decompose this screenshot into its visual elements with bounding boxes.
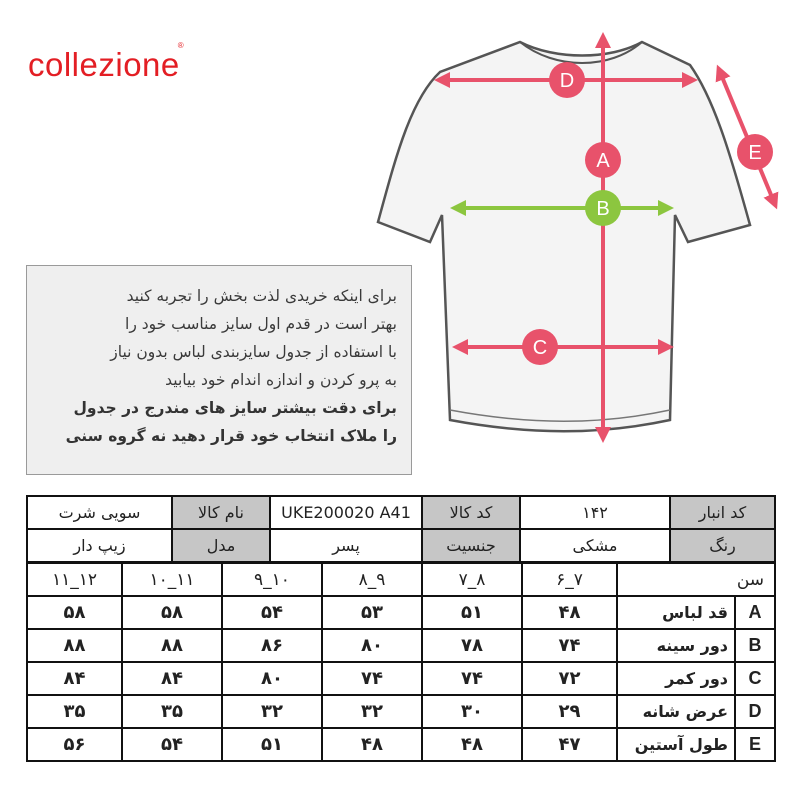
- label-e-text: E: [748, 142, 762, 164]
- age-label: سن: [617, 563, 775, 596]
- size-value: ۷۸: [422, 629, 522, 662]
- size-value: ۸۸: [122, 629, 222, 662]
- gender-value: پسر: [270, 529, 422, 562]
- brand-name: collezione: [28, 46, 180, 83]
- measure-name: طول آستین: [617, 728, 735, 761]
- product-name-label: نام کالا: [172, 496, 270, 529]
- size-value: ۸۴: [122, 662, 222, 695]
- size-value: ۲۹: [522, 695, 617, 728]
- product-code-value: UKE200020 A41: [270, 496, 422, 529]
- measure-name: دور سینه: [617, 629, 735, 662]
- size-value: ۵۱: [422, 596, 522, 629]
- size-value: ۵۱: [222, 728, 322, 761]
- measure-name: دور کمر: [617, 662, 735, 695]
- size-value: ۷۴: [522, 629, 617, 662]
- measure-letter: B: [735, 629, 775, 662]
- label-a: [585, 142, 621, 178]
- measure-letter: E: [735, 728, 775, 761]
- tshirt-diagram: [370, 30, 790, 450]
- measure-letter: A: [735, 596, 775, 629]
- size-value: ۷۲: [522, 662, 617, 695]
- product-specs-table: [26, 495, 776, 563]
- size-row-c: [27, 662, 775, 695]
- size-value: ۴۸: [522, 596, 617, 629]
- label-b-text: B: [596, 198, 610, 220]
- warehouse-code-label: کد انبار: [670, 496, 775, 529]
- measure-letter: C: [735, 662, 775, 695]
- size-value: ۳۰: [422, 695, 522, 728]
- age-range: ۷_۸: [422, 563, 522, 596]
- measure-letter: D: [735, 695, 775, 728]
- info-bold-line: برای دقت بیشتر سایز های مندرج در جدول: [73, 399, 397, 417]
- size-value: ۵۴: [222, 596, 322, 629]
- model-value: زیپ دار: [27, 529, 172, 562]
- label-e: [737, 134, 773, 170]
- age-range: ۸_۹: [322, 563, 422, 596]
- size-value: ۵۳: [322, 596, 422, 629]
- age-range: ۹_۱۰: [222, 563, 322, 596]
- gender-label: جنسیت: [422, 529, 520, 562]
- label-b: [585, 190, 621, 226]
- registered-mark: ®: [177, 41, 185, 50]
- size-value: ۸۸: [27, 629, 122, 662]
- label-d: [549, 62, 585, 98]
- age-range: ۱۰_۱۱: [122, 563, 222, 596]
- size-value: ۳۲: [322, 695, 422, 728]
- size-value: ۵۴: [122, 728, 222, 761]
- age-range: ۱۱_۱۲: [27, 563, 122, 596]
- info-line: با استفاده از جدول سایزبندی لباس بدون نیاز: [110, 343, 397, 361]
- brand-logo: [28, 41, 186, 84]
- sizing-info-box: [26, 265, 412, 475]
- label-a-text: A: [596, 150, 610, 172]
- size-row-e: [27, 728, 775, 761]
- measure-name: قد لباس: [617, 596, 735, 629]
- size-chart-table: [26, 562, 776, 762]
- size-value: ۳۵: [27, 695, 122, 728]
- size-value: ۴۸: [422, 728, 522, 761]
- info-line: به پرو کردن و اندازه اندام خود بیابید: [165, 371, 397, 389]
- label-c-text: C: [532, 337, 548, 359]
- size-value: ۸۴: [27, 662, 122, 695]
- info-line: برای اینکه خریدی لذت بخش را تجربه کنید: [126, 287, 397, 305]
- size-row-b: [27, 629, 775, 662]
- size-row-d: [27, 695, 775, 728]
- size-value: ۳۵: [122, 695, 222, 728]
- color-value: مشکی: [520, 529, 670, 562]
- product-name-value: سویی شرت: [27, 496, 172, 529]
- age-range: ۶_۷: [522, 563, 617, 596]
- size-value: ۴۷: [522, 728, 617, 761]
- warehouse-code-value: ۱۴۲: [520, 496, 670, 529]
- tshirt-outline: [378, 42, 750, 431]
- info-line: بهتر است در قدم اول سایز مناسب خود را: [125, 315, 397, 333]
- size-value: ۴۸: [322, 728, 422, 761]
- specs-row-1: [27, 496, 775, 529]
- label-c: [522, 329, 558, 365]
- size-value: ۸۰: [222, 662, 322, 695]
- size-value: ۵۸: [122, 596, 222, 629]
- size-value: ۵۸: [27, 596, 122, 629]
- size-value: ۸۰: [322, 629, 422, 662]
- size-value: ۷۴: [322, 662, 422, 695]
- product-code-label: کد کالا: [422, 496, 520, 529]
- size-value: ۸۶: [222, 629, 322, 662]
- specs-row-2: [27, 529, 775, 562]
- measure-name: عرض شانه: [617, 695, 735, 728]
- size-value: ۳۲: [222, 695, 322, 728]
- model-label: مدل: [172, 529, 270, 562]
- color-label: رنگ: [670, 529, 775, 562]
- size-header-row: [27, 563, 775, 596]
- size-row-a: [27, 596, 775, 629]
- info-bold-line: را ملاک انتخاب خود قرار دهید نه گروه سنی: [65, 427, 397, 445]
- label-d-text: D: [559, 70, 575, 92]
- size-value: ۵۶: [27, 728, 122, 761]
- size-value: ۷۴: [422, 662, 522, 695]
